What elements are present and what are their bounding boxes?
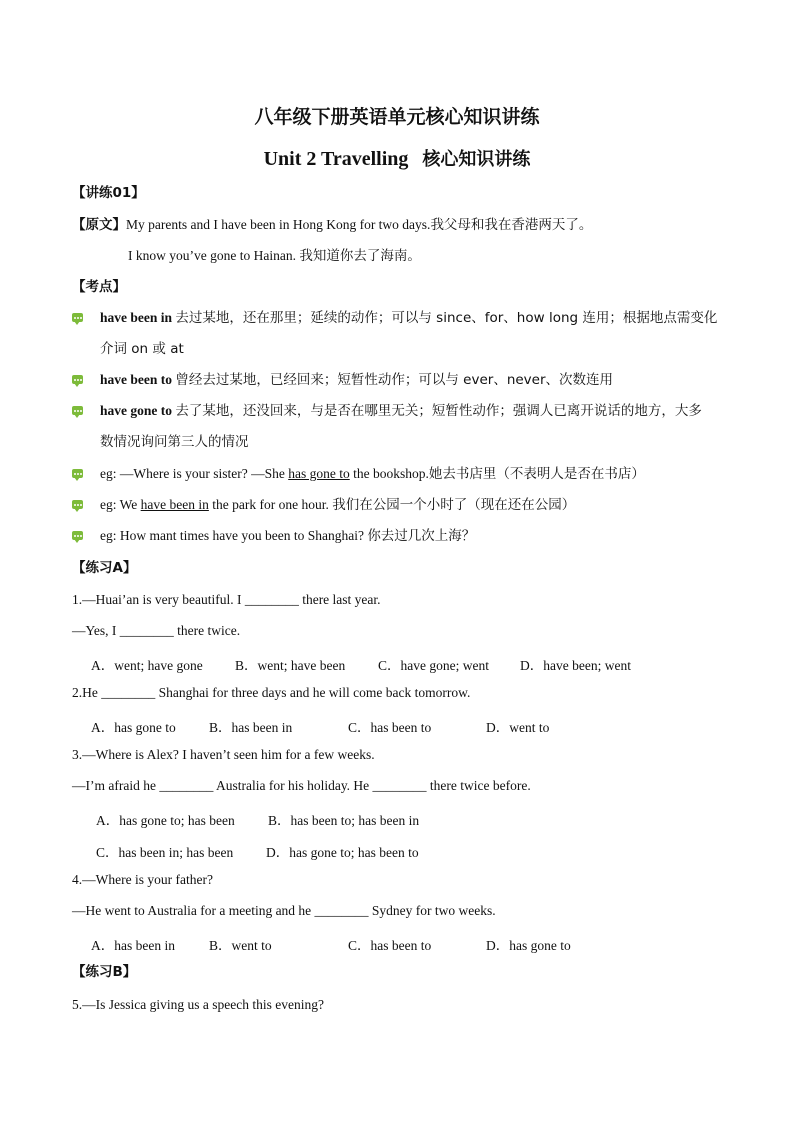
q1-option-c: C．have gone; went — [378, 658, 489, 673]
q3-option-b: B．has been to; has been in — [268, 813, 420, 828]
q3-option-c: C．has been in; has been — [96, 845, 234, 860]
q4-option-b: B．went to — [209, 938, 272, 953]
q2-option-a: A．has gone to — [91, 720, 176, 735]
speech-bubble-icon — [72, 531, 83, 540]
speech-bubble-icon — [72, 375, 83, 384]
q3-option-d: D．has gone to; has been to — [266, 845, 419, 860]
q1-option-b: B．went; have been — [235, 658, 346, 673]
point-have-gone-to — [100, 401, 702, 421]
speech-bubble-icon — [72, 406, 83, 415]
original-text-line-2 — [128, 246, 421, 266]
original-en-2: I know you’ve gone to Hainan. — [128, 248, 296, 263]
point-text: 曾经去过某地，已经回来；短暂性动作；可以与 ever、never、次数连用 — [175, 372, 614, 388]
example-underlined: have been in — [140, 497, 209, 512]
example-text: eg: —Where is your sister? —She — [100, 466, 289, 481]
question-5-line-1: 5.—Is Jessica giving us a speech this evening? — [72, 997, 324, 1012]
subtitle-chinese: 核心知识讲练 — [422, 149, 531, 170]
speech-bubble-icon — [72, 500, 83, 509]
example-translation: 你去过几次上海？ — [367, 528, 476, 544]
q4-option-c: C．has been to — [348, 938, 432, 953]
question-4-line-1: 4.—Where is your father? — [72, 872, 213, 887]
original-label: 【原文】 — [72, 217, 126, 233]
q3-option-a: A．has gone to; has been — [96, 813, 235, 828]
q1-option-a: A．went; have gone — [91, 658, 203, 673]
point-text: 去了某地，还没回来，与是否在哪里无关；短暂性动作；强调人已离开说话的地方，大多 — [175, 403, 702, 419]
practice-a-heading: 【练习A】 — [72, 560, 137, 576]
point-key: have been in — [100, 310, 173, 325]
q2-option-b: B．has been in — [209, 720, 293, 735]
q4-option-a: A．has been in — [91, 938, 175, 953]
question-4-line-2: —He went to Australia for a meeting and he ________ Sydney for two weeks. — [72, 903, 496, 918]
original-en-1: My parents and I have been in Hong Kong for two days. — [126, 217, 431, 232]
example-3 — [100, 526, 475, 546]
document-title: 八年级下册英语单元核心知识讲练 — [254, 106, 540, 128]
example-text: the park for one hour. — [208, 497, 333, 512]
question-3-line-2: —I’m afraid he ________ Australia for his holiday. He ________ there twice before. — [72, 778, 531, 793]
speech-bubble-icon — [72, 469, 83, 478]
point-key: have been to — [100, 372, 172, 387]
example-translation: 我们在公园一个小时了（现在还在公园） — [332, 497, 576, 513]
point-have-been-in — [100, 308, 717, 328]
point-have-been-to — [100, 370, 613, 390]
question-3-line-1: 3.—Where is Alex? I haven’t seen him for a few weeks. — [72, 747, 375, 762]
example-1 — [100, 464, 645, 484]
subtitle-english: Unit 2 Travelling — [263, 148, 409, 170]
question-1-line-1: 1.—Huai’an is very beautiful. I ________ there last year. — [72, 592, 381, 607]
original-cn-2: 我知道你去了海南。 — [299, 248, 421, 264]
question-1-line-2: —Yes, I ________ there twice. — [72, 623, 241, 638]
point-key: have gone to — [100, 403, 172, 418]
q2-option-d: D．went to — [486, 720, 550, 735]
document-subtitle — [0, 145, 794, 171]
kaodian-heading: 【考点】 — [72, 279, 126, 295]
speech-bubble-icon — [72, 313, 83, 322]
example-2 — [100, 495, 575, 515]
section-heading-01: 【讲练01】 — [72, 185, 145, 201]
example-underlined: has gone to — [288, 466, 350, 481]
example-text: the bookshop. — [349, 466, 429, 481]
original-text-line-1 — [72, 215, 592, 235]
practice-b-heading: 【练习B】 — [72, 964, 137, 980]
point-text-continued: 介词 on 或 at — [100, 341, 184, 357]
original-cn-1: 我父母和我在香港两天了。 — [430, 217, 593, 233]
point-text: 去过某地，还在那里；延续的动作；可以与 since、for、how long 连用；根据地点需变化 — [175, 310, 718, 326]
example-translation: 她去书店里（不表明人是否在书店） — [428, 466, 645, 482]
point-text-continued: 数情况询问第三人的情况 — [100, 434, 249, 450]
example-text: eg: How mant times have you been to Shanghai? — [100, 528, 368, 543]
example-text: eg: We — [100, 497, 141, 512]
q1-option-d: D．have been; went — [520, 658, 631, 673]
q2-option-c: C．has been to — [348, 720, 432, 735]
q4-option-d: D．has gone to — [486, 938, 571, 953]
question-2-line-1: 2.He ________ Shanghai for three days and he will come back tomorrow. — [72, 685, 471, 700]
